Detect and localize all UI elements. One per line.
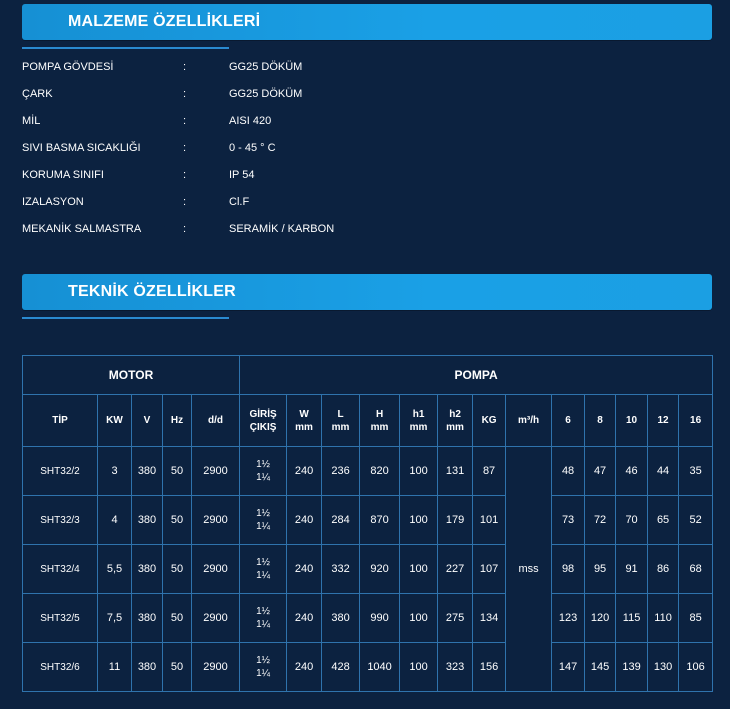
spec-value: IP 54 [229,169,255,181]
cell-tip: SHT32/2 [23,447,98,496]
cell-h: 870 [360,496,400,545]
technical-section-banner [22,274,712,310]
cell-inlet-outlet [240,545,287,594]
spec-colon: : [183,115,187,127]
col-header-q8: 8 [585,395,616,447]
spec-label: MİL [22,115,41,127]
cell-giris: 1½ [256,557,271,568]
material-title-underline [22,47,229,49]
cell-mss: mss [506,447,552,692]
cell-q8: 145 [585,643,616,692]
col-header-l-unit: mm [331,421,350,433]
cell-l: 332 [322,545,360,594]
cell-kw: 5,5 [98,545,132,594]
material-section-title: MALZEME ÖZELLİKLERİ [68,13,261,30]
spec-colon: : [183,169,187,181]
cell-hz: 50 [163,447,192,496]
cell-q6: 98 [552,545,585,594]
cell-q6: 73 [552,496,585,545]
col-header-q6: 6 [552,395,585,447]
cell-q10: 91 [616,545,648,594]
col-header-w-label: W [299,408,309,420]
cell-h2: 131 [438,447,473,496]
cell-w: 240 [287,594,322,643]
spec-label: POMPA GÖVDESİ [22,61,114,73]
col-header-h1 [400,395,438,447]
spec-colon: : [183,223,187,235]
cell-l: 380 [322,594,360,643]
pump-group-header: POMPA [240,356,713,395]
spec-colon: : [183,88,187,100]
cell-giris: 1½ [256,508,271,519]
cell-kw: 11 [98,643,132,692]
col-header-h1-label: h1 [412,408,425,420]
col-header-l-label: L [337,408,344,420]
cell-h: 990 [360,594,400,643]
table-row [23,447,713,496]
cell-q6: 147 [552,643,585,692]
col-header-h-unit: mm [370,421,389,433]
cell-q8: 120 [585,594,616,643]
cell-w: 240 [287,496,322,545]
cell-q8: 72 [585,496,616,545]
col-header-w-unit: mm [295,421,313,433]
spec-label: IZALASYON [22,196,84,208]
spec-value: AISI 420 [229,115,272,127]
cell-q12: 130 [648,643,679,692]
cell-w: 240 [287,447,322,496]
col-header-giris: GİRİŞ [249,408,277,420]
cell-dd: 2900 [192,594,240,643]
spec-label: KORUMA SINIFI [22,169,104,181]
cell-h: 820 [360,447,400,496]
cell-q6: 123 [552,594,585,643]
cell-q16: 35 [679,447,713,496]
cell-cikis: 1¼ [256,668,271,679]
cell-q16: 85 [679,594,713,643]
col-header-l [322,395,360,447]
technical-section-title: TEKNİK ÖZELLİKLER [68,283,236,300]
cell-kg: 101 [473,496,506,545]
cell-q12: 65 [648,496,679,545]
cell-h2: 275 [438,594,473,643]
spec-colon: : [183,142,187,154]
col-header-h1-unit: mm [409,421,428,433]
cell-hz: 50 [163,545,192,594]
cell-q8: 95 [585,545,616,594]
col-header-h2 [438,395,473,447]
spec-value: GG25 DÖKÜM [229,88,303,100]
technical-title-underline [22,317,229,319]
cell-q10: 139 [616,643,648,692]
cell-h1: 100 [400,545,438,594]
cell-l: 284 [322,496,360,545]
col-header-inlet-outlet [240,395,287,447]
cell-w: 240 [287,545,322,594]
cell-q12: 86 [648,545,679,594]
col-header-v: V [132,395,163,447]
col-header-cikis: ÇIKIŞ [249,421,277,433]
table-row [23,545,713,594]
spec-label: SIVI BASMA SICAKLIĞI [22,142,141,154]
spec-label: MEKANİK SALMASTRA [22,223,142,235]
cell-dd: 2900 [192,545,240,594]
spec-value: GG25 DÖKÜM [229,61,303,73]
col-header-flow: m³/h [506,395,552,447]
table-group-header-row [23,356,713,395]
cell-h2: 323 [438,643,473,692]
cell-v: 380 [132,594,163,643]
col-header-h [360,395,400,447]
cell-q10: 115 [616,594,648,643]
cell-tip: SHT32/5 [23,594,98,643]
table-row [23,643,713,692]
cell-giris: 1½ [256,606,271,617]
cell-tip: SHT32/6 [23,643,98,692]
motor-group-header: MOTOR [23,356,240,395]
cell-kg: 87 [473,447,506,496]
cell-hz: 50 [163,594,192,643]
cell-kw: 7,5 [98,594,132,643]
cell-v: 380 [132,447,163,496]
material-section-banner [22,4,712,40]
cell-kw: 3 [98,447,132,496]
cell-h: 920 [360,545,400,594]
cell-tip: SHT32/3 [23,496,98,545]
cell-l: 236 [322,447,360,496]
cell-dd: 2900 [192,643,240,692]
cell-q8: 47 [585,447,616,496]
cell-kg: 156 [473,643,506,692]
col-header-tip: TİP [23,395,98,447]
cell-inlet-outlet [240,594,287,643]
col-header-hz: Hz [163,395,192,447]
cell-dd: 2900 [192,496,240,545]
cell-h1: 100 [400,447,438,496]
col-header-w [287,395,322,447]
cell-h1: 100 [400,496,438,545]
cell-cikis: 1¼ [256,570,271,581]
cell-inlet-outlet [240,496,287,545]
col-header-q12: 12 [648,395,679,447]
cell-q16: 106 [679,643,713,692]
cell-v: 380 [132,545,163,594]
spec-label: ÇARK [22,88,53,100]
col-header-kg: KG [473,395,506,447]
col-header-h2-unit: mm [446,421,464,433]
technical-spec-table [22,355,713,692]
cell-h2: 227 [438,545,473,594]
cell-l: 428 [322,643,360,692]
cell-kg: 134 [473,594,506,643]
cell-giris: 1½ [256,459,271,470]
col-header-dd: d/d [192,395,240,447]
col-header-h-label: H [375,408,384,420]
table-row [23,496,713,545]
cell-cikis: 1¼ [256,472,271,483]
cell-h2: 179 [438,496,473,545]
cell-hz: 50 [163,643,192,692]
cell-cikis: 1¼ [256,619,271,630]
cell-giris: 1½ [256,655,271,666]
cell-cikis: 1¼ [256,521,271,532]
cell-inlet-outlet [240,447,287,496]
cell-w: 240 [287,643,322,692]
cell-inlet-outlet [240,643,287,692]
col-header-h2-label: h2 [449,408,461,420]
cell-q12: 44 [648,447,679,496]
table-column-header-row [23,395,713,447]
cell-kw: 4 [98,496,132,545]
table-row [23,594,713,643]
cell-h1: 100 [400,643,438,692]
col-header-kw: KW [98,395,132,447]
cell-q16: 68 [679,545,713,594]
spec-colon: : [183,196,187,208]
cell-v: 380 [132,643,163,692]
cell-kg: 107 [473,545,506,594]
spec-value: Cl.F [229,196,250,208]
cell-h: 1040 [360,643,400,692]
cell-q6: 48 [552,447,585,496]
spec-value: SERAMİK / KARBON [229,223,335,235]
spec-colon: : [183,61,187,73]
cell-dd: 2900 [192,447,240,496]
cell-h1: 100 [400,594,438,643]
cell-q12: 110 [648,594,679,643]
cell-v: 380 [132,496,163,545]
cell-q16: 52 [679,496,713,545]
cell-q10: 70 [616,496,648,545]
col-header-q10: 10 [616,395,648,447]
col-header-q16: 16 [679,395,713,447]
cell-hz: 50 [163,496,192,545]
spec-value: 0 - 45 ° C [229,142,276,154]
cell-q10: 46 [616,447,648,496]
cell-tip: SHT32/4 [23,545,98,594]
